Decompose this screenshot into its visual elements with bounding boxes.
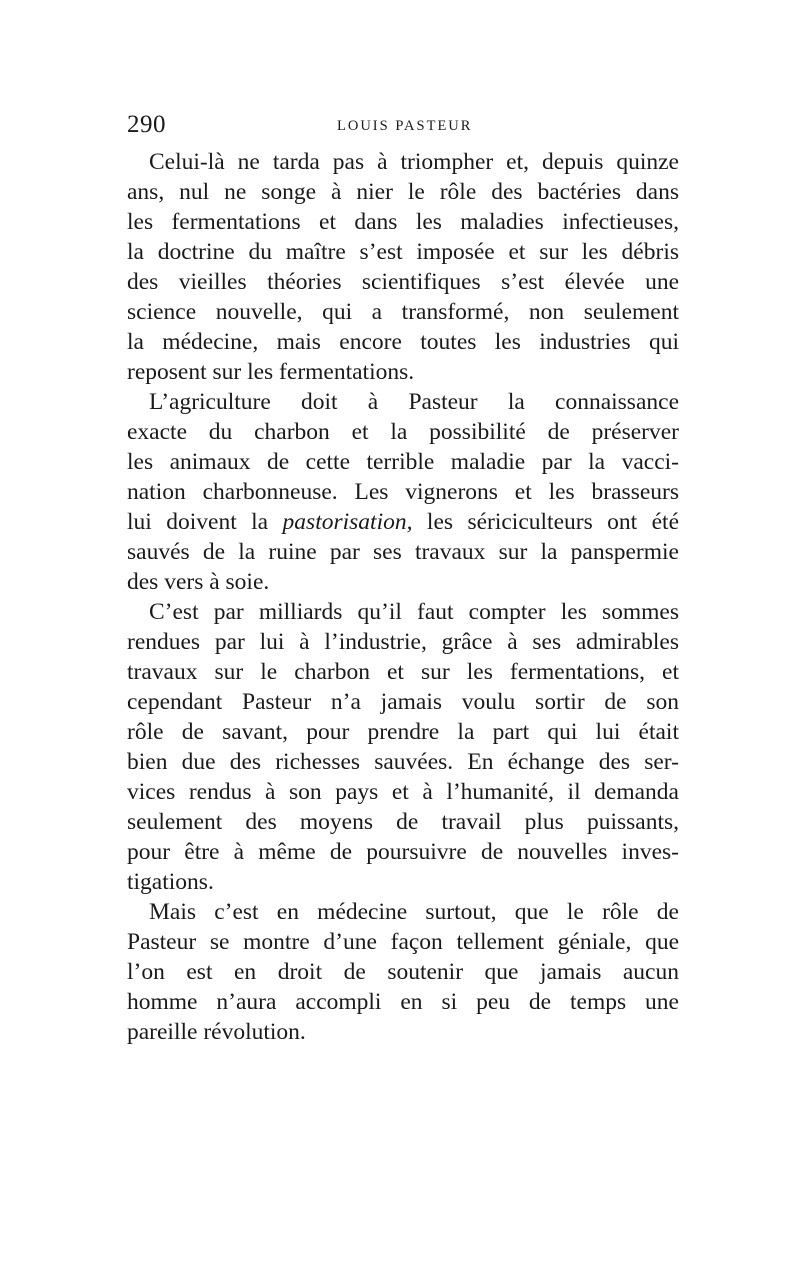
text-line: pour être à même de poursuivre de nouvelles inves-	[127, 839, 679, 865]
text-line: rôle de savant, pour prendre la part qui lui était	[127, 719, 679, 745]
paragraph-1	[127, 147, 679, 387]
running-header	[127, 110, 679, 140]
body-text	[127, 147, 679, 1047]
text-line: exacte du charbon et la possibilité de préserver	[127, 419, 679, 445]
text-line-with-italic	[127, 507, 679, 537]
page-number: 290	[127, 111, 166, 138]
text-line: tigations.	[127, 869, 214, 895]
text-line: Pasteur se montre d’une façon tellement géniale, que	[127, 929, 679, 955]
text-line: rendues par lui à l’industrie, grâce à ses admirables	[127, 629, 679, 655]
paragraph-2	[127, 387, 679, 597]
text-segment: lui doivent la	[127, 509, 283, 535]
text-line: reposent sur les fermentations.	[127, 359, 415, 385]
text-line: la médecine, mais encore toutes les industries qui	[127, 329, 679, 355]
text-segment: les sériciculteurs ont été	[412, 509, 679, 535]
text-line: les fermentations et dans les maladies infectieuses,	[127, 209, 679, 235]
text-line: vices rendus à son pays et à l’humanité, il demanda	[127, 779, 679, 805]
text-line: science nouvelle, qui a transformé, non seulement	[127, 299, 679, 325]
italic-term: pastorisation,	[282, 509, 413, 535]
text-line: sauvés de la ruine par ses travaux sur la panspermie	[127, 539, 679, 565]
text-line: bien due des richesses sauvées. En échange des ser-	[127, 749, 679, 775]
text-line: pareille révolution.	[127, 1019, 306, 1045]
text-line: Mais c’est en médecine surtout, que le rôle de	[149, 899, 679, 925]
text-line: homme n’aura accompli en si peu de temps une	[127, 989, 679, 1015]
text-line: ans, nul ne songe à nier le rôle des bactéries dans	[127, 179, 679, 205]
text-line: travaux sur le charbon et sur les fermentations, et	[127, 659, 679, 685]
text-line: l’on est en droit de soutenir que jamais aucun	[127, 959, 679, 985]
text-line: C’est par milliards qu’il faut compter les sommes	[149, 599, 679, 625]
text-line: les animaux de cette terrible maladie par la vacci-	[127, 449, 679, 475]
text-line: des vers à soie.	[127, 569, 270, 595]
text-line: seulement des moyens de travail plus puissants,	[127, 809, 679, 835]
text-line: cependant Pasteur n’a jamais voulu sortir de son	[127, 689, 679, 715]
paragraph-4	[127, 897, 679, 1047]
text-line: des vieilles théories scientifiques s’est élevée une	[127, 269, 679, 295]
paragraph-3	[127, 597, 679, 897]
text-line: nation charbonneuse. Les vignerons et les brasseurs	[127, 479, 679, 505]
text-line: Celui-là ne tarda pas à triompher et, depuis quinze	[149, 149, 679, 175]
running-title: LOUIS PASTEUR	[337, 118, 473, 134]
text-line: L’agriculture doit à Pasteur la connaissance	[149, 389, 679, 415]
text-line: la doctrine du maître s’est imposée et sur les débris	[127, 239, 679, 265]
